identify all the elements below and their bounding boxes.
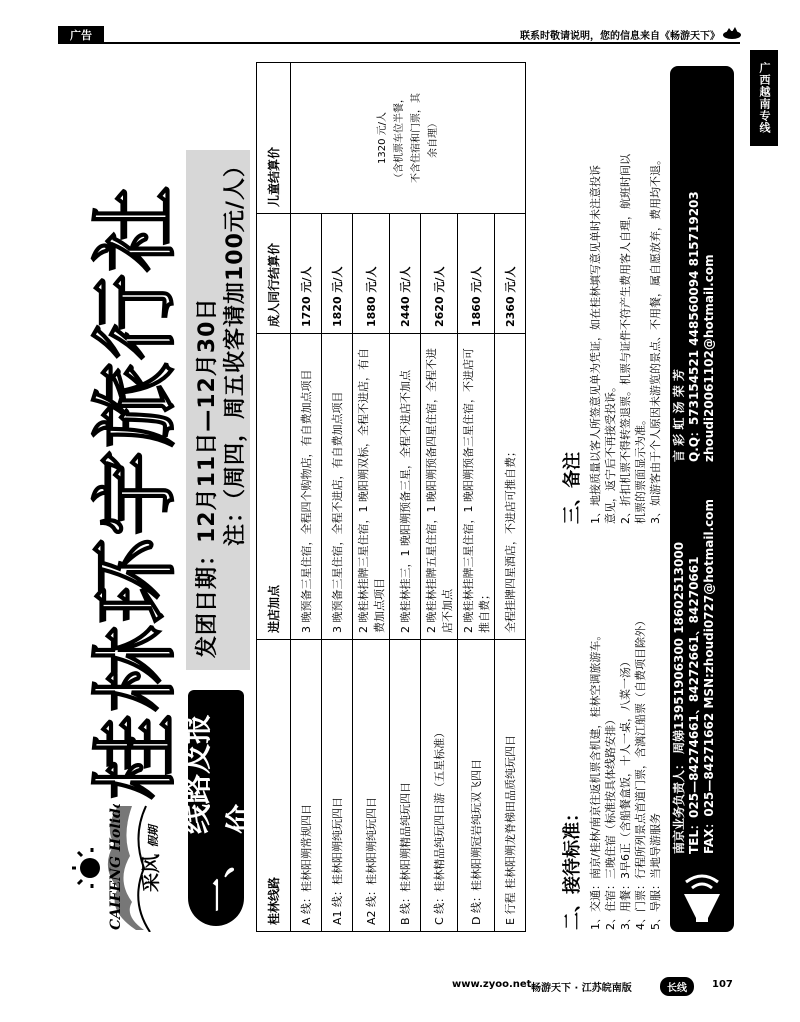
guilin-contact xyxy=(672,191,717,462)
section-title: 线路及报价 xyxy=(180,714,259,834)
route-cell: C 线：桂林精品纯玩四日游（五星标准） xyxy=(421,640,458,932)
col-header-child-price: 儿童结算价 xyxy=(257,63,291,214)
remark-item: 1、地接质量以客人所签意见单为凭证，如在桂林填写意见单时未注意投诉 xyxy=(589,165,602,524)
contact-qq: Q.Q：573154521 448560094 815719203 xyxy=(687,191,701,462)
advert-body xyxy=(62,60,742,940)
brand-name-en: CAIFENG Holiday xyxy=(108,804,124,930)
page-footer xyxy=(0,975,800,999)
route-cell: B 线：桂林阳朔精品纯玩四日 xyxy=(390,640,421,932)
footer-section-pill: 长线 xyxy=(660,977,694,996)
ad-tag: 广告 xyxy=(58,26,104,44)
items-cell: 3 晚预备三星住宿，全程四个购物店，有自费加点项目 xyxy=(291,334,322,640)
header-rule xyxy=(104,42,740,44)
section-routes-heading xyxy=(180,690,259,926)
table-row xyxy=(291,63,322,932)
reception-standards xyxy=(558,530,663,930)
section-number: 一、 xyxy=(199,844,240,912)
agency-brand-logo xyxy=(70,804,186,932)
child-price-note: （含机票车位半餐， xyxy=(394,93,405,183)
reception-standards-heading: 二、接待标准： xyxy=(562,804,583,930)
child-price-note: 不含住宿和门票，其 xyxy=(411,93,422,183)
child-price-note: 余自理） xyxy=(428,118,439,158)
col-header-route: 桂林线路 xyxy=(257,640,291,932)
page-header xyxy=(0,0,800,44)
col-header-items: 进店加点 xyxy=(257,334,291,640)
remarks xyxy=(558,62,663,524)
route-cell: A 线：桂林阳朔常规四日 xyxy=(291,640,322,932)
footer-publication: 畅游天下 · 江苏皖南版 xyxy=(531,983,632,994)
standard-item: 2、住宿：三晚住宿（标准按具体线路安排） xyxy=(604,714,617,930)
route-cell: E 行程 桂林阳朔龙脊梯田品质纯玩四日 xyxy=(495,640,526,932)
standard-item: 1、交通：南京/桂林/南京往返机票含机建，桂林空调旅游车。 xyxy=(589,629,602,930)
child-price: 1320 元/人 xyxy=(377,112,388,164)
standard-item: 3、用餐：3早6正（含船餐盒饭，十人一桌，八菜一汤） xyxy=(619,656,632,930)
magazine-logo-icon xyxy=(722,26,742,40)
standard-item: 4、门票：行程所列景点首道门票，含漓江船票（自费项目除外） xyxy=(634,615,647,930)
col-header-adult-price: 成人同行结算价 xyxy=(257,214,291,334)
contact-names: 言 彩 虹 汤 荣 芳 xyxy=(672,369,686,462)
items-cell: 2 晚桂林挂牌五星住宿，1 晚阳朔预备四星住宿，全程不进店不加点 xyxy=(421,334,458,640)
contact-bar xyxy=(670,66,734,932)
sun-logo-icon xyxy=(70,804,186,932)
items-cell: 2 晚桂林挂牌三星住宿，1 晚阳朔双标，全程不进店，有自费加点项目 xyxy=(353,334,390,640)
remark-item: 意见，返宁后不再接受投诉。 xyxy=(604,381,617,524)
remarks-heading: 三、备注 xyxy=(562,452,583,524)
items-cell: 2 晚桂林挂牌三星住宿，1 晚阳朔预备三星住宿，不进店可推自费； xyxy=(458,334,495,640)
child-price-cell xyxy=(291,63,526,214)
nanjing-contact xyxy=(672,499,717,854)
page-number: 107 xyxy=(712,979,733,990)
remark-item: 2、折扣机票不得转签退票。机票与证件不符产生费用客人自理，航班时间以 xyxy=(619,154,632,524)
brand-name-cn: 采风 假期 xyxy=(140,825,162,892)
adult-price-cell: 1820 元/人 xyxy=(322,214,353,334)
table-header-row xyxy=(257,63,291,932)
adult-price-cell: 2360 元/人 xyxy=(495,214,526,334)
agency-title: 桂林环宇旅行社 xyxy=(85,184,186,800)
route-cell: A2 线：桂林阳朔纯玩四日 xyxy=(353,640,390,932)
items-cell: 全程挂牌四星酒店，不进店可推自费； xyxy=(495,334,526,640)
price-table xyxy=(256,62,526,932)
adult-price-cell: 1860 元/人 xyxy=(458,214,495,334)
departure-dates-banner xyxy=(186,150,250,670)
items-cell: 3 晚预备三星住宿，全程不进店，有自费加点项目 xyxy=(322,334,353,640)
adult-price-cell: 2440 元/人 xyxy=(390,214,421,334)
adult-price-cell: 1720 元/人 xyxy=(291,214,322,334)
remark-item: 3、如游客由于个人原因未游览的景点、不用餐，属自愿放弃，费用均不退。 xyxy=(649,154,662,524)
contact-fax-msn: FAX：025—84271662 MSN:zhoudi0727@hotmail.com xyxy=(702,499,716,854)
adult-price-cell: 1880 元/人 xyxy=(353,214,390,334)
route-cell: A1 线：桂林阳朔纯玩四日 xyxy=(322,640,353,932)
items-cell: 2 晚桂林挂三，1 晚阳朔预备三星，全程不进店不加点 xyxy=(390,334,421,640)
contact-tel: TEL：025—84274661、84272661、84270661 xyxy=(687,556,701,854)
standard-item: 5、导服：当地导游服务 xyxy=(649,813,662,930)
header-note: 联系时敬请说明，您的信息来自《畅游天下》 xyxy=(520,31,720,42)
footer-url: www.zyoo.net xyxy=(452,979,532,990)
region-tab: 广西越南专线 xyxy=(750,50,778,146)
contact-manager: 南京业务负责人： 周娣13951906300 18602513000 xyxy=(672,541,686,854)
departure-dates: 发团日期：12月11日—12月30日 xyxy=(195,297,220,658)
adult-price-cell: 2620 元/人 xyxy=(421,214,458,334)
route-cell: D 线：桂林阳朔冠岩纯玩双飞四日 xyxy=(458,640,495,932)
weekday-surcharge-note: 注：（周四，周五收客请加100元/人） xyxy=(223,154,248,546)
megaphone-icon xyxy=(676,866,728,924)
remark-item: 机票的票面显示为准。 xyxy=(634,414,647,524)
contact-email: zhoudi20061102@hotmail.com xyxy=(702,254,716,462)
